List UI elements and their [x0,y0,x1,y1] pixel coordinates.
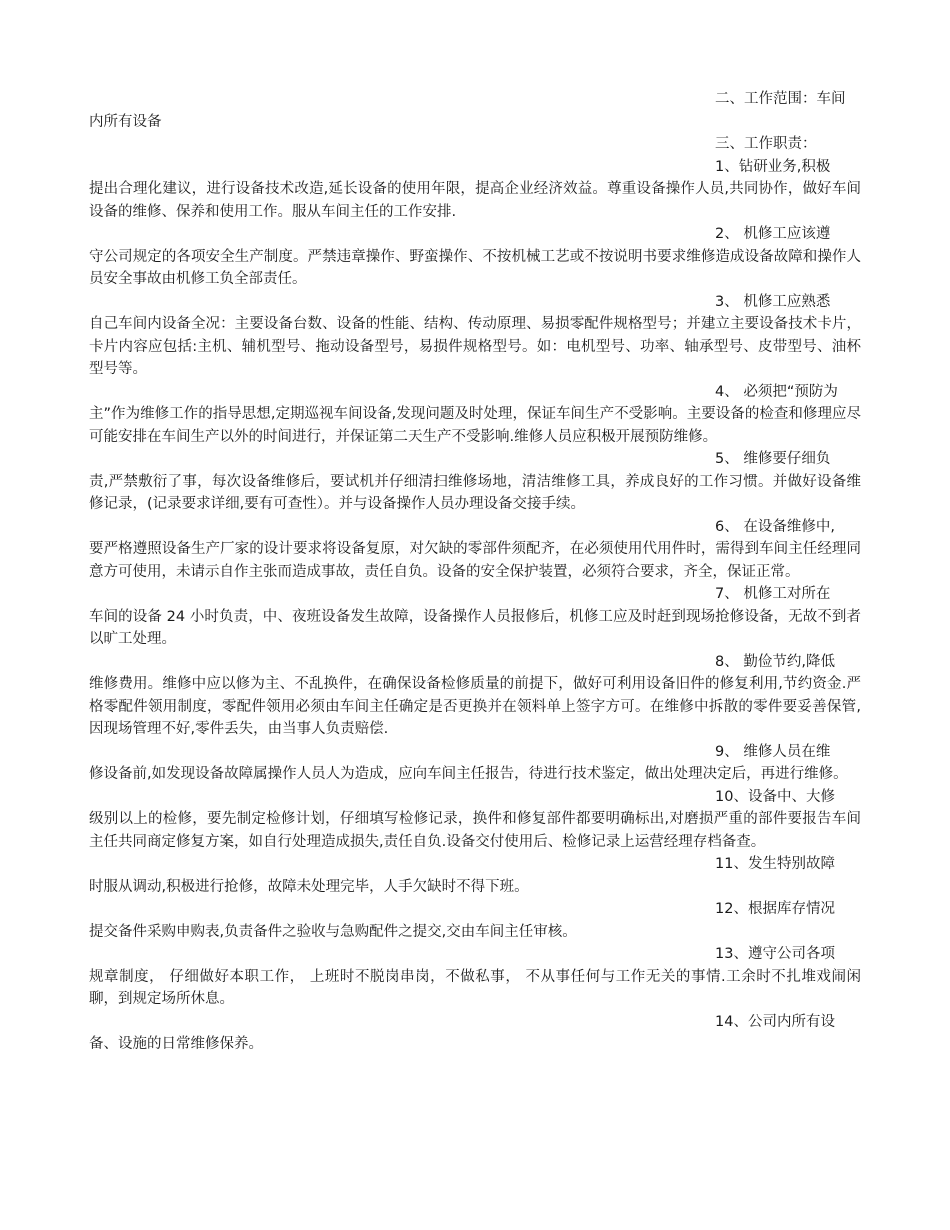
item-heading: 6、 在设备维修中, [715,518,835,535]
duty-item [89,786,861,854]
duty-item [89,88,861,133]
item-heading: 5、 维修要仔细负 [715,451,831,467]
item-text: 提出合理化建议，进行设备技术改造,延长设备的使用年限，提高企业经济效益。尊重设备操作人员,共同协作，做好车间设备的维修、保养和使用工作。服从车间主任的工作安排. [89,181,861,220]
item-heading: 8、 勤俭节约,降低 [715,653,835,670]
duty-item [89,516,861,584]
item-text: 备、设施的日常维修保养。 [89,1036,263,1052]
item-heading: 2、 机修工应该遵 [715,226,831,242]
duty-item [89,381,861,449]
duty-item [89,583,861,651]
item-text: 自己车间内设备全况：主要设备台数、设备的性能、结构、传动原理、易损零配件规格型号；并建立主要设备技术卡片，卡片内容应包括:主机、辅机型号、拖动设备型号，易损件规格型号。如：电机型号、功率、轴承型号、皮带型号、油杯型号等。 [89,316,861,377]
duty-item [89,156,861,224]
item-text: 级别以上的检修，要先制定检修计划，仔细填写检修记录，换件和修复部件都要明确标出,对磨损严重的部件要报告车间主任共同商定修复方案，如自行处理造成损失,责任自负.设备交付使用后、检修记录上运营经理存档备查。 [89,811,861,850]
item-heading: 9、 维修人员在维 [715,743,831,760]
item-text: 提交备件采购申购表,负责备件之验收与急购配件之提交,交由车间主任审核。 [89,923,577,940]
item-text: 守公司规定的各项安全生产制度。严禁违章操作、野蛮操作、不按机械工艺或不按说明书要求维修造成设备故障和操作人员安全事故由机修工负全部责任。 [89,248,861,287]
item-text: 内所有设备 [89,113,162,130]
item-heading: 三、工作职责： [715,136,817,152]
duty-item [89,1011,861,1056]
item-heading: 3、 机修工应熟悉 [715,293,831,310]
item-heading: 14、公司内所有设 [715,1013,835,1030]
document-body [89,88,861,1056]
item-text: 要严格遵照设备生产厂家的设计要求将设备复原，对欠缺的零部件须配齐，在必须使用代用件时，需得到车间主任经理同意方可使用，未请示自作主张而造成事故，责任自负。设备的安全保护装置，必须符合要求，齐全，保证正常。 [89,541,861,580]
duty-item [89,133,861,156]
duty-item [89,898,861,943]
item-text: 时服从调动,积极进行抢修，故障未处理完毕，人手欠缺时不得下班。 [89,878,529,895]
item-heading: 4、 必须把“预防为 [715,383,838,400]
item-heading: 13、遵守公司各项 [715,946,835,962]
item-text: 规章制度， 仔细做好本职工作， 上班时不脱岗串岗，不做私事， 不从事任何与工作无关的事情.工余时不扎堆戏闹闲聊，到规定场所休息。 [89,968,861,1007]
duty-item [89,853,861,898]
duty-item [89,223,861,291]
item-heading: 二、工作范围：车间 [715,91,846,107]
duty-item [89,741,861,786]
item-text: 修设备前,如发现设备故障属操作人员人为造成，应向车间主任报告，待进行技术鉴定，做出处理决定后，再进行维修。 [89,766,848,782]
item-text: 主”作为维修工作的指导思想,定期巡视车间设备,发现问题及时处理，保证车间生产不受影响。主要设备的检查和修理应尽可能安排在车间生产以外的时间进行，并保证第二天生产不受影响.维修人员应积极开展预防维修。 [89,406,861,445]
duty-item [89,651,861,741]
item-heading: 10、设备中、大修 [715,788,835,805]
item-text: 车间的设备 24 小时负责，中、夜班设备发生故障，设备操作人员报修后，机修工应及时赶到现场抢修设备，无故不到者以旷工处理。 [89,608,861,647]
item-text: 维修费用。维修中应以修为主、不乱换件，在确保设备检修质量的前提下，做好可利用设备旧件的修复利用,节约资金.严格零配件领用制度，零配件领用必须由车间主任确定是否更换并在领料单上签字方可。在维修中拆散的零件要妥善保管,因现场管理不好,零件丢失，由当事人负责赔偿. [89,676,861,737]
item-text: 责,严禁敷衍了事，每次设备维修后，要试机并仔细清扫维修场地，清洁维修工具，养成良好的工作习惯。并做好设备维修记录，(记录要求详细,要有可查性）。并与设备操作人员办理设备交接手续。 [89,473,861,512]
item-heading: 1、钻研业务,积极 [715,158,831,175]
item-heading: 7、 机修工对所在 [715,586,831,602]
duty-item [89,448,861,516]
item-heading: 12、根据库存情况 [715,901,835,917]
item-heading: 11、发生特别故障 [715,856,835,872]
duty-item [89,943,861,1011]
duty-item [89,291,861,381]
